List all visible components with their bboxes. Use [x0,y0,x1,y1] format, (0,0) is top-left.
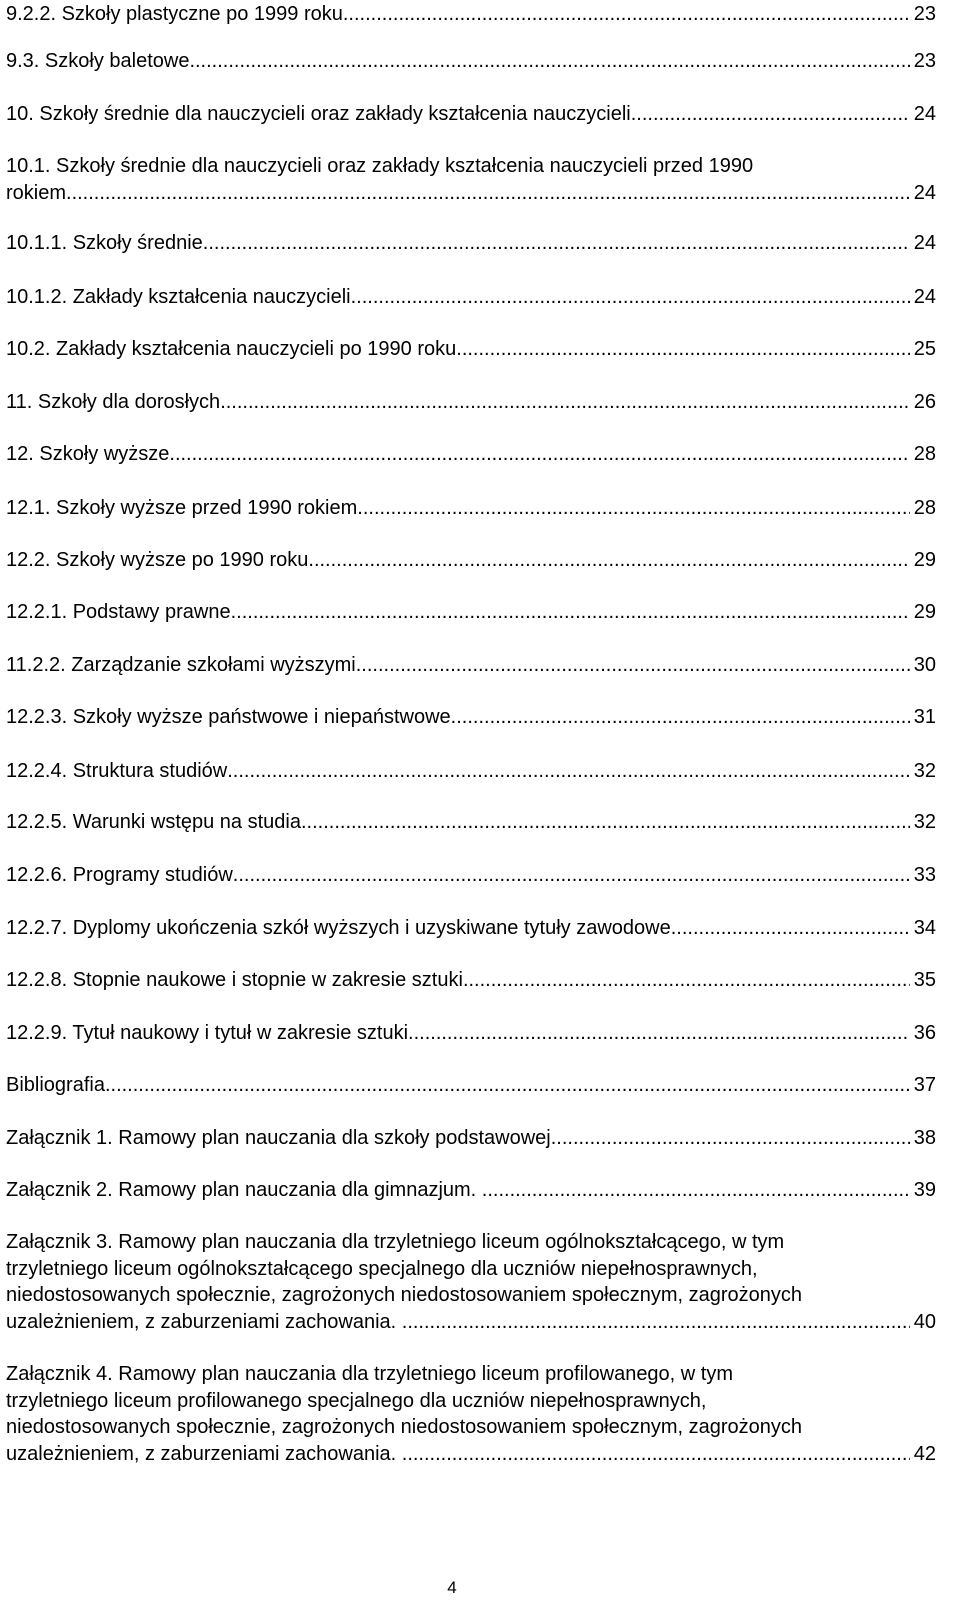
toc-page-number: 26 [913,391,936,413]
toc-page-number: 37 [913,1074,936,1096]
toc-entry-label: 11. Szkoły dla dorosłych [6,391,221,413]
toc-page-number: 39 [913,1179,936,1201]
dot-leader [308,547,909,574]
toc-entry-label: 10.1.2. Zakłady kształcenia nauczycieli [6,286,351,308]
toc-entry[interactable] [6,101,936,128]
toc-entry[interactable] [6,389,936,416]
toc-entry[interactable] [6,1229,936,1335]
toc-entry-label: 12.2.5. Warunki wstępu na studia [6,811,301,833]
toc-entry[interactable] [6,1072,936,1099]
toc-page-number: 28 [913,497,936,519]
toc-entry-label: 12.2.6. Programy studiów [6,864,233,886]
toc-entry[interactable] [6,862,936,889]
dot-leader [456,336,909,363]
toc-page-number: 23 [913,3,936,25]
toc-entry[interactable] [6,336,936,363]
dot-leader [105,1072,910,1099]
toc-entry[interactable] [6,547,936,574]
toc-entry-label: 11.2.2. Zarządzanie szkołami wyższymi [6,654,356,676]
dot-leader [231,599,910,626]
toc-entry[interactable] [6,809,936,836]
dot-leader [408,1020,910,1047]
toc-page-number: 24 [913,286,936,308]
toc-entry-line: trzyletniego liceum ogólnokształcącego specjalnego dla uczniów niepełnosprawnych, [6,1257,758,1280]
toc-page-number: 30 [913,654,936,676]
dot-leader [227,758,910,785]
toc-entry-label: Bibliografia [6,1074,105,1096]
dot-leader [482,1177,910,1204]
toc-entry-label: 12.2.9. Tytuł naukowy i tytuł w zakresie sztuki [6,1022,409,1044]
toc-entry-line: uzależnieniem, z zaburzeniami zachowania. [6,1442,402,1465]
toc-entry-label: 12.2.4. Struktura studiów [6,760,228,782]
toc-entry-line: rokiem [6,181,67,204]
toc-entry[interactable] [6,1020,936,1047]
toc-entry-label: 10.1.1. Szkoły średnie [6,232,203,254]
toc-page-number: 32 [913,760,936,782]
toc-page-number: 24 [913,232,936,254]
toc-page-number: 28 [913,443,936,465]
toc-page-number: 42 [913,1442,936,1465]
toc-entry[interactable] [6,1,936,28]
toc-entry[interactable] [6,441,936,468]
toc-entry-label: Załącznik 1. Ramowy plan nauczania dla szkoły podstawowej [6,1127,551,1149]
toc-entry[interactable] [6,652,936,679]
dot-leader [189,48,909,75]
toc-entry-line: Załącznik 3. Ramowy plan nauczania dla trzyletniego liceum ogólnokształcącego, w tym [6,1231,785,1253]
toc-entry-label: 12. Szkoły wyższe [6,443,170,465]
toc-entry-line: uzależnieniem, z zaburzeniami zachowania. [6,1310,402,1333]
dot-leader [402,1441,910,1468]
toc-entry-line: 10.1. Szkoły średnie dla nauczycieli oraz zakłady kształcenia nauczycieli przed 1990 [6,155,754,177]
dot-leader [343,1,910,28]
dot-leader [671,915,910,942]
dot-leader [351,284,910,311]
toc-page-number: 29 [913,601,936,623]
dot-leader [357,495,909,522]
toc-entry[interactable] [6,915,936,942]
dot-leader [66,180,910,207]
toc-page-number: 35 [913,969,936,991]
toc-page-number: 33 [913,864,936,886]
toc-entry-label: 9.2.2. Szkoły plastyczne po 1999 roku [6,3,343,25]
toc-entry[interactable] [6,704,936,731]
toc-entry-label: 12.2.3. Szkoły wyższe państwowe i niepaństwowe [6,706,451,728]
toc-entry-label: 10. Szkoły średnie dla nauczycieli oraz zakłady kształcenia nauczycieli [6,103,631,125]
dot-leader [551,1125,910,1152]
dot-leader [402,1309,910,1336]
dot-leader [301,809,910,836]
toc-entry-line: Załącznik 4. Ramowy plan nauczania dla trzyletniego liceum profilowanego, w tym [6,1363,734,1385]
toc-page-number: 24 [913,103,936,125]
toc-page-number: 25 [913,338,936,360]
dot-leader [203,230,910,257]
toc-page-number: 23 [913,50,936,72]
toc-entry-label: 10.2. Zakłady kształcenia nauczycieli po 1990 roku [6,338,457,360]
toc-entry-label: 9.3. Szkoły baletowe [6,50,190,72]
dot-leader [451,704,910,731]
toc-entry-label: 12.1. Szkoły wyższe przed 1990 rokiem [6,497,358,519]
toc-entry[interactable] [6,230,936,257]
toc-entry[interactable] [6,758,936,785]
toc-entry[interactable] [6,495,936,522]
dot-leader [356,652,910,679]
toc-entry-label: 12.2.8. Stopnie naukowe i stopnie w zakresie sztuki [6,969,463,991]
toc-entry[interactable] [6,967,936,994]
dot-leader [220,389,910,416]
toc-entry[interactable] [6,1361,936,1467]
toc-entry-line: trzyletniego liceum profilowanego specjalnego dla uczniów niepełnosprawnych, [6,1389,707,1412]
dot-leader [233,862,910,889]
toc-page-number: 38 [913,1127,936,1149]
toc-page-number: 40 [913,1310,936,1333]
dot-leader [169,441,909,468]
toc-entry-label: 12.2. Szkoły wyższe po 1990 roku [6,549,309,571]
toc-entry-line: niedostosowanych społecznie, zagrożonych niedostosowaniem społecznym, zagrożonych [6,1416,802,1439]
toc-page-number: 36 [913,1022,936,1044]
toc-entry[interactable] [6,153,936,206]
toc-entry[interactable] [6,1177,936,1204]
toc-entry[interactable] [6,284,936,311]
toc-entry[interactable] [6,599,936,626]
toc-entry-line: niedostosowanych społecznie, zagrożonych niedostosowaniem społecznym, zagrożonych [6,1284,802,1307]
toc-page-number: 34 [913,917,936,939]
toc-page-number: 31 [913,706,936,728]
toc-page-number: 24 [913,181,936,204]
toc-page-number: 32 [913,811,936,833]
toc-entry[interactable] [6,48,936,75]
page-number: 4 [447,1578,457,1597]
toc-entry-label: 12.2.1. Podstawy prawne [6,601,231,623]
dot-leader [631,101,910,128]
dot-leader [463,967,910,994]
toc-entry-label: 12.2.7. Dyplomy ukończenia szkół wyższych i uzyskiwane tytuły zawodowe [6,917,671,939]
toc-entry-label: Załącznik 2. Ramowy plan nauczania dla gimnazjum. [6,1179,482,1201]
toc-entry[interactable] [6,1125,936,1152]
toc-page-number: 29 [913,549,936,571]
